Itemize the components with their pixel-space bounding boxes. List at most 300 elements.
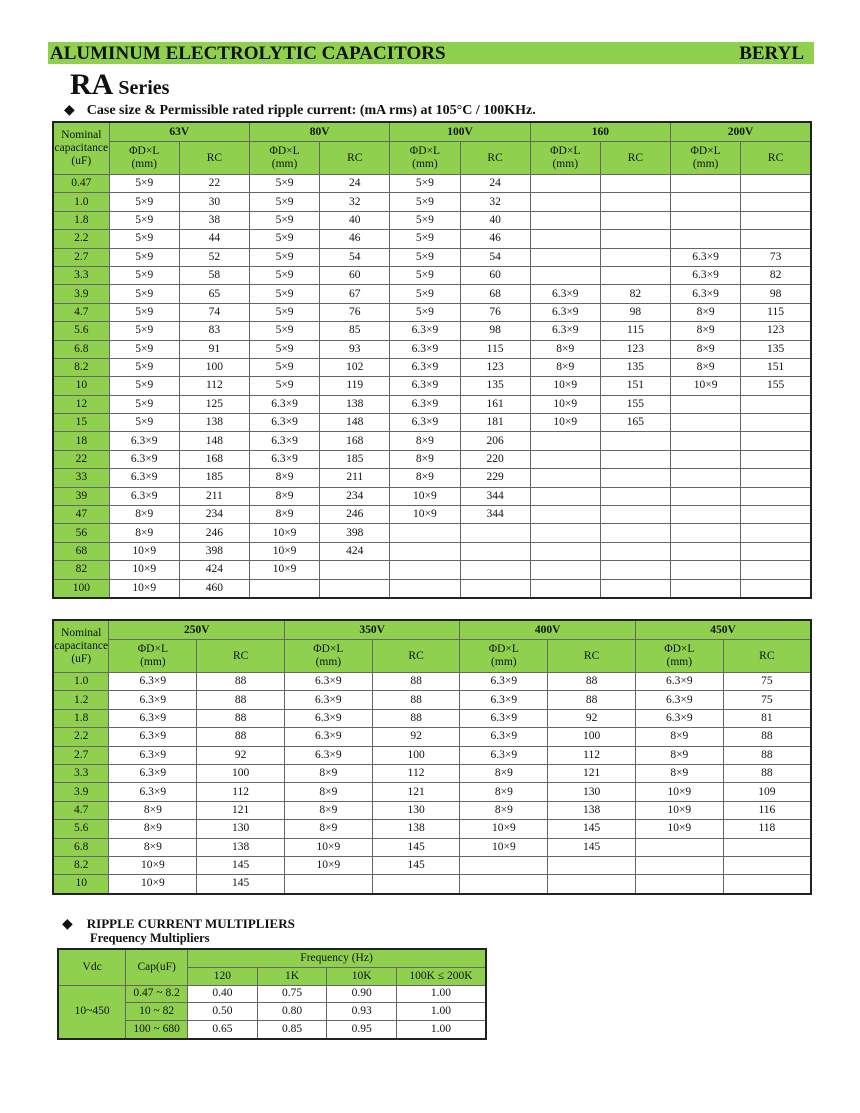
multiplier-cell: 1.00	[396, 985, 486, 1003]
case-size-cell: 5×9	[109, 175, 179, 193]
case-size-cell: 6.3×9	[390, 395, 460, 413]
frequency-column-header: 1K	[257, 967, 327, 985]
ripple-current-cell	[600, 561, 670, 579]
case-size-cell: 6.3×9	[109, 764, 197, 782]
table-row	[53, 801, 811, 819]
ripple-current-cell: 73	[741, 248, 811, 266]
ripple-current-cell: 24	[320, 175, 390, 193]
case-size-cell	[671, 432, 741, 450]
ripple-current-cell	[600, 524, 670, 542]
ripple-current-cell: 119	[320, 377, 390, 395]
case-size-cell: 5×9	[390, 248, 460, 266]
case-size-cell: 8×9	[635, 728, 723, 746]
case-size-cell: 5×9	[249, 211, 319, 229]
case-size-cell: 8×9	[284, 783, 372, 801]
case-size-cell: 6.3×9	[284, 728, 372, 746]
case-size-cell: 10×9	[635, 783, 723, 801]
case-size-cell	[530, 175, 600, 193]
rc-header: RC	[197, 640, 285, 673]
case-size-cell: 5×9	[390, 193, 460, 211]
nominal-capacitance-label: capacitance	[54, 142, 109, 154]
ripple-current-cell: 148	[179, 432, 249, 450]
rc-header: RC	[723, 640, 811, 673]
ripple-current-cell: 460	[179, 579, 249, 598]
ripple-current-cell: 138	[197, 838, 285, 856]
section1-title: Case size & Permissible rated ripple current: (mA rms) at 105°C / 100KHz.	[86, 103, 536, 118]
case-size-cell: 5×9	[109, 414, 179, 432]
case-size-cell: 6.3×9	[284, 691, 372, 709]
case-size-cell: 8×9	[635, 746, 723, 764]
ripple-current-cell	[600, 506, 670, 524]
ripple-current-cell: 145	[372, 856, 460, 874]
table-row	[53, 211, 811, 229]
rc-header: RC	[372, 640, 460, 673]
case-size-cell	[671, 193, 741, 211]
ripple-current-cell: 181	[460, 414, 530, 432]
brand-name: BERYL	[739, 43, 804, 64]
case-size-cell	[284, 875, 372, 894]
ripple-current-cell: 121	[548, 764, 636, 782]
section1-heading	[64, 102, 536, 119]
case-size-cell	[530, 211, 600, 229]
ripple-current-cell: 24	[460, 175, 530, 193]
case-size-cell: 6.3×9	[284, 709, 372, 727]
capacitance-cell: 18	[53, 432, 109, 450]
ripple-current-cell: 138	[320, 395, 390, 413]
capacitance-cell: 2.7	[53, 248, 109, 266]
ripple-current-cell: 168	[179, 450, 249, 468]
case-size-cell: 5×9	[249, 358, 319, 376]
case-size-cell	[530, 248, 600, 266]
ripple-current-cell: 424	[320, 542, 390, 560]
case-size-cell: 6.3×9	[390, 414, 460, 432]
table-row	[53, 248, 811, 266]
dimension-header	[109, 640, 197, 673]
case-size-cell: 8×9	[390, 432, 460, 450]
case-size-cell: 10×9	[530, 377, 600, 395]
case-size-cell: 5×9	[109, 303, 179, 321]
dimension-label: (mm)	[315, 656, 342, 668]
case-size-cell	[635, 856, 723, 874]
ripple-current-cell	[741, 579, 811, 598]
dimension-label: (mm)	[552, 158, 579, 170]
multipliers-title: RIPPLE CURRENT MULTIPLIERS	[86, 916, 295, 931]
table-row	[53, 469, 811, 487]
case-size-cell: 6.3×9	[249, 450, 319, 468]
ripple-current-cell: 112	[197, 783, 285, 801]
case-size-cell: 8×9	[109, 506, 179, 524]
voltage-header: 160	[530, 122, 670, 142]
case-size-cell: 6.3×9	[530, 322, 600, 340]
table-row	[58, 985, 486, 1003]
ripple-current-cell: 74	[179, 303, 249, 321]
case-size-cell	[671, 450, 741, 468]
voltage-header: 250V	[109, 620, 284, 640]
dimension-label: (mm)	[131, 158, 157, 170]
table-row	[53, 838, 811, 856]
capacitance-cell: 1.0	[53, 673, 109, 691]
ripple-current-cell: 76	[460, 303, 530, 321]
case-size-cell: 8×9	[284, 764, 372, 782]
ripple-current-cell: 83	[179, 322, 249, 340]
ripple-current-cell	[741, 175, 811, 193]
table1-voltage-header-row	[53, 122, 811, 142]
ripple-current-cell: 145	[548, 820, 636, 838]
case-size-cell	[530, 524, 600, 542]
case-size-cell: 5×9	[249, 230, 319, 248]
case-size-cell: 5×9	[390, 175, 460, 193]
capacitance-cell: 5.6	[53, 322, 109, 340]
ripple-current-cell	[600, 542, 670, 560]
capacitance-cell: 10	[53, 377, 109, 395]
ripple-current-cell: 123	[741, 322, 811, 340]
case-size-cell: 5×9	[109, 266, 179, 284]
frequency-multipliers-table	[57, 948, 487, 1040]
ripple-current-cell: 60	[320, 266, 390, 284]
ripple-current-cell: 30	[179, 193, 249, 211]
case-size-cell	[530, 193, 600, 211]
multiplier-cell: 0.75	[257, 985, 327, 1003]
ripple-current-cell	[600, 211, 670, 229]
capacitance-cell: 82	[53, 561, 109, 579]
capacitance-cell: 2.2	[53, 230, 109, 248]
ripple-current-cell: 344	[460, 487, 530, 505]
ripple-current-cell: 67	[320, 285, 390, 303]
case-size-cell: 10×9	[460, 838, 548, 856]
ripple-current-cell: 68	[460, 285, 530, 303]
case-size-cell	[460, 856, 548, 874]
case-size-cell: 6.3×9	[390, 340, 460, 358]
multiplier-cell: 0.80	[257, 1003, 327, 1021]
capacitance-cell: 4.7	[53, 801, 109, 819]
case-size-cell: 10×9	[635, 801, 723, 819]
case-size-cell: 8×9	[109, 838, 197, 856]
cap-header: Cap(uF)	[126, 949, 188, 985]
capacitance-cell: 3.9	[53, 285, 109, 303]
ripple-current-cell	[600, 266, 670, 284]
case-size-cell: 6.3×9	[390, 322, 460, 340]
ripple-current-cell	[600, 450, 670, 468]
ripple-current-cell: 88	[548, 691, 636, 709]
ripple-current-cell: 75	[723, 691, 811, 709]
ripple-current-cell: 88	[372, 709, 460, 727]
dimension-label: ΦD×L	[690, 145, 721, 157]
capacitance-cell: 5.6	[53, 820, 109, 838]
nominal-capacitance-label: Nominal	[61, 129, 102, 141]
ripple-current-cell: 85	[320, 322, 390, 340]
rc-header: RC	[741, 142, 811, 175]
ripple-current-cell: 54	[460, 248, 530, 266]
table-row	[53, 524, 811, 542]
table-row	[53, 709, 811, 727]
case-size-cell: 10×9	[249, 524, 319, 542]
capacitance-cell: 33	[53, 469, 109, 487]
case-size-cell: 8×9	[460, 783, 548, 801]
ripple-current-cell: 88	[197, 691, 285, 709]
case-size-cell: 5×9	[249, 248, 319, 266]
dimension-label: ΦD×L	[488, 643, 519, 655]
ripple-current-cell	[741, 230, 811, 248]
case-size-cell: 10×9	[109, 856, 197, 874]
case-size-cell: 5×9	[390, 266, 460, 284]
table-row	[53, 377, 811, 395]
ripple-current-cell: 130	[197, 820, 285, 838]
ripple-current-cell: 100	[197, 764, 285, 782]
case-size-cell	[671, 395, 741, 413]
case-size-cell: 8×9	[249, 506, 319, 524]
ripple-current-cell: 185	[179, 469, 249, 487]
ripple-current-cell: 135	[741, 340, 811, 358]
ripple-current-cell: 88	[197, 728, 285, 746]
table-row	[53, 358, 811, 376]
ripple-current-cell: 92	[197, 746, 285, 764]
ripple-current-cell: 112	[372, 764, 460, 782]
capacitance-cell: 12	[53, 395, 109, 413]
case-size-cell: 5×9	[109, 322, 179, 340]
case-size-cell: 8×9	[109, 524, 179, 542]
case-size-cell: 5×9	[109, 377, 179, 395]
table-row	[53, 783, 811, 801]
dimension-label: ΦD×L	[313, 643, 344, 655]
case-size-cell: 8×9	[390, 450, 460, 468]
ripple-current-cell: 88	[372, 673, 460, 691]
case-size-cell: 6.3×9	[460, 746, 548, 764]
case-size-cell: 8×9	[249, 487, 319, 505]
case-size-cell: 6.3×9	[460, 709, 548, 727]
case-size-cell	[635, 875, 723, 894]
ripple-current-cell: 88	[723, 764, 811, 782]
case-size-cell: 5×9	[109, 358, 179, 376]
table2-column-header-row	[53, 640, 811, 673]
series-title	[70, 68, 169, 102]
case-size-cell: 6.3×9	[284, 673, 372, 691]
table-row	[53, 561, 811, 579]
case-size-cell	[390, 524, 460, 542]
ripple-current-cell	[723, 856, 811, 874]
case-size-cell: 8×9	[671, 303, 741, 321]
table2-voltage-header-row	[53, 620, 811, 640]
ripple-current-cell: 118	[723, 820, 811, 838]
case-size-cell: 10×9	[390, 487, 460, 505]
ripple-current-cell	[548, 875, 636, 894]
ripple-current-cell: 145	[548, 838, 636, 856]
case-size-cell	[671, 506, 741, 524]
case-size-cell: 5×9	[390, 303, 460, 321]
case-size-cell: 8×9	[460, 764, 548, 782]
dimension-label: ΦD×L	[664, 643, 695, 655]
table-row	[53, 450, 811, 468]
dimension-label: (mm)	[271, 158, 298, 170]
capacitance-cell: 10	[53, 875, 109, 894]
ripple-current-cell: 344	[460, 506, 530, 524]
ripple-current-cell: 88	[723, 728, 811, 746]
table-row	[53, 340, 811, 358]
multiplier-cell: 0.93	[327, 1003, 397, 1021]
ripple-current-cell: 115	[460, 340, 530, 358]
case-size-cell	[671, 414, 741, 432]
multiplier-cell: 0.50	[188, 1003, 258, 1021]
frequency-column-header: 100K ≤ 200K	[396, 967, 486, 985]
case-size-cell	[530, 542, 600, 560]
case-size-cell: 8×9	[530, 340, 600, 358]
voltage-header: 200V	[671, 122, 811, 142]
table-row	[53, 579, 811, 598]
ripple-current-cell: 100	[548, 728, 636, 746]
vdc-header: Vdc	[58, 949, 126, 985]
case-size-cell: 6.3×9	[109, 673, 197, 691]
ripple-current-cell: 60	[460, 266, 530, 284]
capacitance-cell: 3.9	[53, 783, 109, 801]
nominal-capacitance-label: (uF)	[71, 653, 92, 665]
case-size-cell: 6.3×9	[109, 432, 179, 450]
ripple-current-cell: 58	[179, 266, 249, 284]
case-size-cell	[671, 524, 741, 542]
ripple-current-cell: 98	[741, 285, 811, 303]
frequency-column-header: 120	[188, 967, 258, 985]
ripple-current-cell: 92	[372, 728, 460, 746]
case-size-cell	[530, 450, 600, 468]
ripple-current-cell: 92	[548, 709, 636, 727]
case-size-cell: 5×9	[109, 340, 179, 358]
ripple-current-cell: 38	[179, 211, 249, 229]
capacitance-cell: 1.8	[53, 211, 109, 229]
ripple-current-cell	[741, 414, 811, 432]
case-size-cell: 5×9	[109, 193, 179, 211]
case-size-cell: 8×9	[530, 358, 600, 376]
capacitance-cell: 1.2	[53, 691, 109, 709]
ripple-current-cell: 32	[460, 193, 530, 211]
capacitance-cell: 2.2	[53, 728, 109, 746]
ripple-current-cell: 161	[460, 395, 530, 413]
case-size-cell: 10×9	[530, 395, 600, 413]
case-size-cell: 8×9	[249, 469, 319, 487]
ripple-current-cell: 81	[723, 709, 811, 727]
case-size-cell: 6.3×9	[390, 358, 460, 376]
case-size-cell	[390, 561, 460, 579]
ripple-current-cell	[741, 450, 811, 468]
ripple-current-cell: 115	[741, 303, 811, 321]
multiplier-cell: 0.65	[188, 1021, 258, 1039]
case-size-cell: 10×9	[635, 820, 723, 838]
case-size-cell: 6.3×9	[109, 709, 197, 727]
case-size-cell: 10×9	[460, 820, 548, 838]
case-size-cell	[530, 561, 600, 579]
ripple-current-cell: 32	[320, 193, 390, 211]
rc-header: RC	[548, 640, 636, 673]
capacitance-cell: 4.7	[53, 303, 109, 321]
case-size-cell: 8×9	[671, 358, 741, 376]
case-size-cell: 6.3×9	[635, 709, 723, 727]
case-size-cell: 6.3×9	[109, 691, 197, 709]
case-size-cell: 6.3×9	[635, 673, 723, 691]
case-size-cell: 5×9	[249, 377, 319, 395]
dimension-header	[284, 640, 372, 673]
case-size-cell: 5×9	[249, 340, 319, 358]
case-size-cell: 5×9	[390, 285, 460, 303]
ripple-current-cell	[600, 175, 670, 193]
case-size-cell: 5×9	[109, 230, 179, 248]
ripple-current-cell: 40	[320, 211, 390, 229]
case-size-cell: 10×9	[109, 579, 179, 598]
ripple-current-cell: 82	[741, 266, 811, 284]
capacitance-cell: 22	[53, 450, 109, 468]
voltage-header: 400V	[460, 620, 635, 640]
ripple-current-cell: 155	[600, 395, 670, 413]
series-word: Series	[113, 77, 170, 99]
capacitance-cell: 2.7	[53, 746, 109, 764]
ripple-current-cell: 100	[372, 746, 460, 764]
ripple-current-cell	[741, 211, 811, 229]
ripple-current-cell: 229	[460, 469, 530, 487]
capacitance-cell: 56	[53, 524, 109, 542]
case-size-cell: 10×9	[109, 561, 179, 579]
ripple-table-low-voltage	[52, 121, 812, 599]
ripple-current-cell: 123	[460, 358, 530, 376]
ripple-current-cell: 88	[197, 673, 285, 691]
table-row	[53, 487, 811, 505]
rc-header: RC	[320, 142, 390, 175]
case-size-cell	[530, 506, 600, 524]
ripple-current-cell	[548, 856, 636, 874]
ripple-current-cell: 100	[179, 358, 249, 376]
case-size-cell	[671, 175, 741, 193]
case-size-cell	[530, 432, 600, 450]
ripple-current-cell: 145	[197, 875, 285, 894]
ripple-current-cell: 138	[179, 414, 249, 432]
case-size-cell: 8×9	[109, 801, 197, 819]
case-size-cell: 8×9	[671, 340, 741, 358]
case-size-cell: 6.3×9	[460, 673, 548, 691]
ripple-current-cell	[600, 579, 670, 598]
multiplier-cell: 0.40	[188, 985, 258, 1003]
dimension-header	[530, 142, 600, 175]
case-size-cell: 10×9	[109, 875, 197, 894]
ripple-current-cell: 75	[723, 673, 811, 691]
frequency-header: Frequency (Hz)	[188, 949, 486, 967]
case-size-cell	[671, 230, 741, 248]
ripple-current-cell	[600, 469, 670, 487]
dimension-label: ΦD×L	[129, 145, 160, 157]
ripple-current-cell: 151	[741, 358, 811, 376]
ripple-current-cell: 109	[723, 783, 811, 801]
dimension-label: (mm)	[666, 656, 693, 668]
voltage-header: 100V	[390, 122, 530, 142]
ripple-current-cell	[741, 193, 811, 211]
dimension-label: (mm)	[412, 158, 438, 170]
cap-range-cell: 100 ~ 680	[126, 1021, 188, 1039]
ripple-current-cell: 234	[320, 487, 390, 505]
ripple-current-cell: 155	[741, 377, 811, 395]
ripple-current-cell	[741, 524, 811, 542]
case-size-cell: 5×9	[249, 193, 319, 211]
table-row	[53, 414, 811, 432]
case-size-cell: 6.3×9	[109, 487, 179, 505]
ripple-current-cell: 116	[723, 801, 811, 819]
ripple-current-cell	[600, 248, 670, 266]
case-size-cell: 5×9	[109, 285, 179, 303]
case-size-cell: 5×9	[249, 175, 319, 193]
ripple-current-cell: 211	[179, 487, 249, 505]
dimension-header	[635, 640, 723, 673]
ripple-current-cell: 22	[179, 175, 249, 193]
ripple-current-cell	[460, 579, 530, 598]
case-size-cell: 6.3×9	[109, 783, 197, 801]
ripple-current-cell: 424	[179, 561, 249, 579]
capacitance-cell: 0.47	[53, 175, 109, 193]
multiplier-cell: 0.95	[327, 1021, 397, 1039]
dimension-header	[249, 142, 319, 175]
header-banner	[48, 42, 814, 64]
